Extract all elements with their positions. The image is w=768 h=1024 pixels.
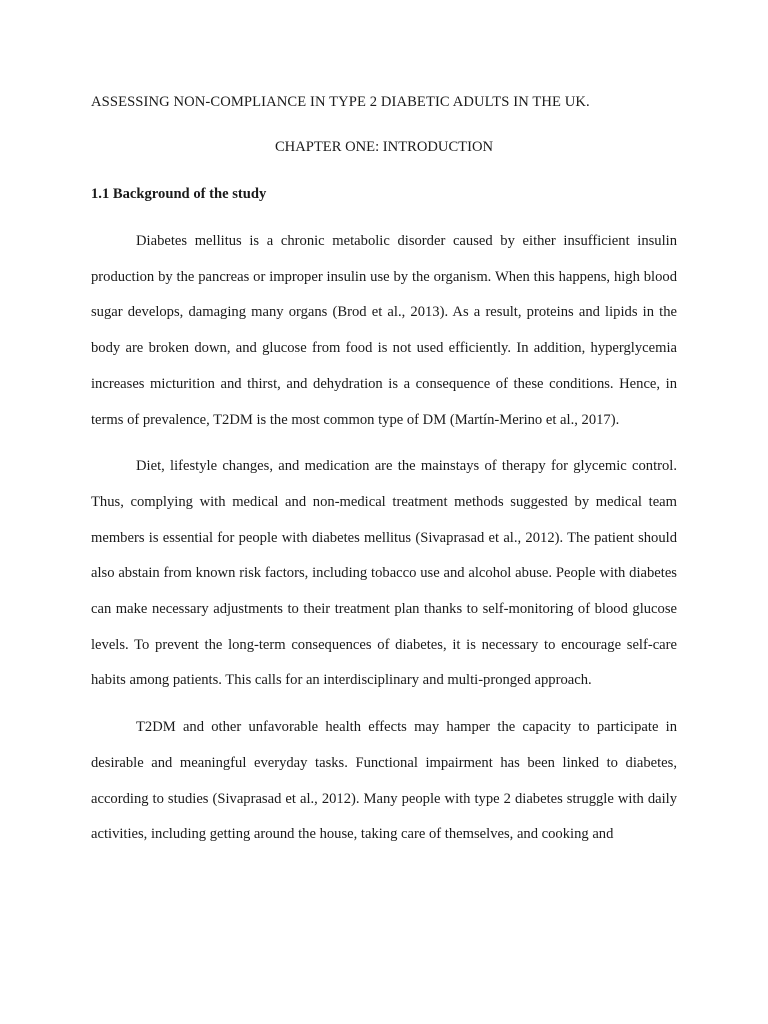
paragraph-3: T2DM and other unfavorable health effects may hamper the capacity to participate in desirable and meaningful everyday tasks. Functional impairment has been linked to diabetes, according to studies (Sivaprasad et al., 2012). Many people with type 2 diabetes struggle with daily activities, including getting around the house, taking care of themselves, and cooking and (91, 719, 677, 843)
paragraph-2: Diet, lifestyle changes, and medication are the mainstays of therapy for glycemic control. Thus, complying with medical and non-medical treatment methods suggested by medical team members is essential for people with diabetes mellitus (Sivaprasad et al., 2012). The patient should also abstain from known risk factors, including tobacco use and alcohol abuse. People with diabetes can make necessary adjustments to their treatment plan thanks to self-monitoring of blood glucose levels. To prevent the long-term consequences of diabetes, it is necessary to encourage self-care habits among patients. This calls for an interdisciplinary and multi-pronged approach. (91, 458, 677, 689)
document-title: ASSESSING NON-COMPLIANCE IN TYPE 2 DIABETIC ADULTS IN THE UK. (91, 94, 590, 110)
chapter-heading: CHAPTER ONE: INTRODUCTION (274, 139, 494, 155)
body-text (91, 224, 677, 864)
paragraph-1: Diabetes mellitus is a chronic metabolic disorder caused by either insufficient insulin production by the pancreas or improper insulin use by the organism. When this happens, high blood sugar develops, damaging many organs (Brod et al., 2013). As a result, proteins and lipids in the body are broken down, and glucose from food is not used efficiently. In addition, hyperglycemia increases micturition and thirst, and dehydration is a consequence of these conditions. Hence, in terms of prevalence, T2DM is the most common type of DM (Martín-Merino et al., 2017). (91, 233, 677, 428)
section-heading: 1.1 Background of the study (91, 186, 267, 202)
